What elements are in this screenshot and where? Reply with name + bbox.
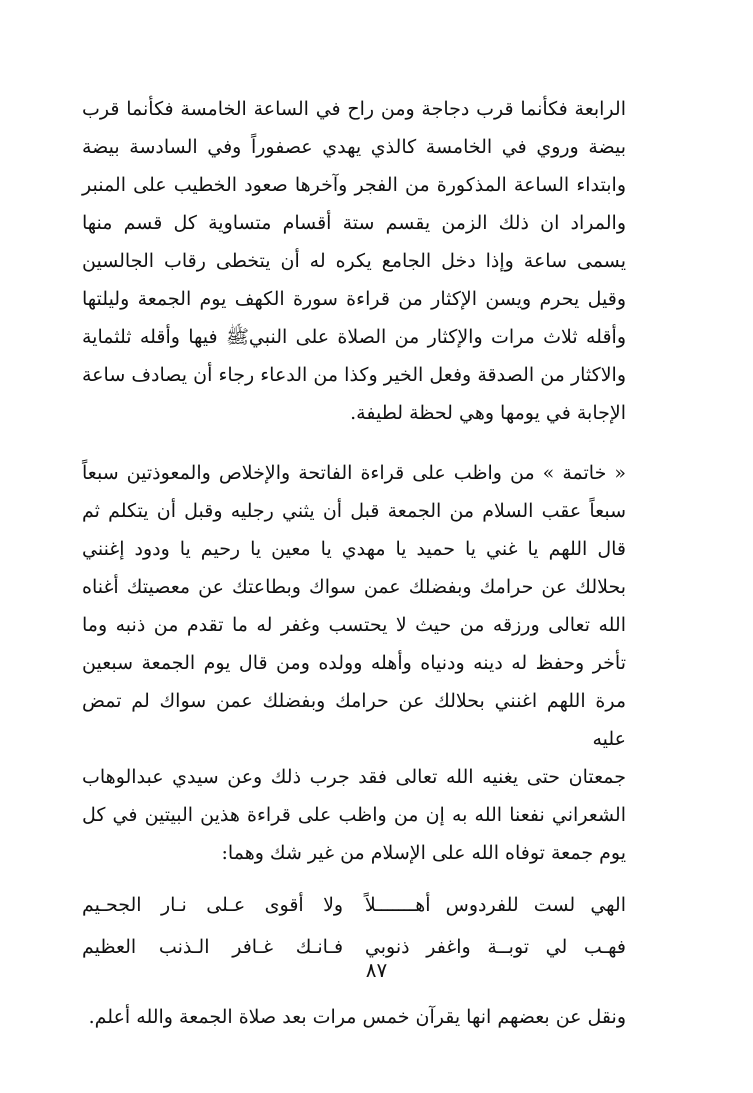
paragraph-closing: ونقل عن بعضهم انها يقرآن خمس مرات بعد صلاة الجمعة والله أعلم. (88, 1006, 626, 1028)
poem-verse-1 (82, 884, 626, 926)
poem-verses (82, 884, 626, 968)
page-number: ٨٧ (365, 958, 388, 982)
verse-2-second-hemistich: فـانـك غـافر الـذنب العظيم (82, 936, 344, 958)
book-page-body (82, 90, 626, 1036)
verse-2-first-hemistich: فهـب لي توبــة واغفر ذنوبي (364, 936, 626, 958)
paragraph-conclusion: « خاتمة » من واظب على قراءة الفاتحة والإخلاص والمعوذتين سبعاً سبعاً عقب السلام من الجمعة قبل أن يثني رجليه وقبل أن يتكلم ثم قال اللهم يا غني يا حميد يا مهدي يا معين يا رحيم يا ودود إغنني بحلالك عن حرامك وبفضلك عمن سواك وبطاعتك عن معصيتك أغناه الله تعالى ورزقه من حيث لا يحتسب وغفر له ما تقدم من ذنبه وما تأخر وحفظ له دينه ودنياه وأهله وولده ومن قال يوم الجمعة سبعين مرة اللهم اغنني بحلالك عن حرامك وبفضلك عمن سواك لم تمض عليه (82, 462, 626, 750)
verse-1-second-hemistich: ولا أقوى عـلى نـار الجحـيم (82, 894, 344, 916)
paragraph-shaarani: جمعتان حتى يغنيه الله تعالى فقد جرب ذلك وعن سيدي عبدالوهاب الشعراني نفعنا الله به إن من واظب على قراءة هذين البيتين في كل يوم جمعة توفاه الله على الإسلام من غير شك وهما: (82, 766, 626, 864)
verse-1-first-hemistich: الهي لست للفردوس أهـــــــلاً (364, 894, 626, 916)
paragraph-friday-hours: الرابعة فكأنما قرب دجاجة ومن راح في الساعة الخامسة فكأنما قرب بيضة وروي في الخامسة كالذي يهدي عصفوراً وفي السادسة بيضة وابتداء الساعة المذكورة من الفجر وآخرها صعود الخطيب على المنبر والمراد ان ذلك الزمن يقسم ستة أقسام متساوية كل قسم منها يسمى ساعة وإذا دخل الجامع يكره له أن يتخطى رقاب الجالسين وقيل يحرم ويسن الإكثار من قراءة سورة الكهف يوم الجمعة وليلتها وأقله ثلاث مرات والإكثار من الصلاة على النبيﷺ فيها وأقله ثلثماية والاكثار من الصدقة وفعل الخير وكذا من الدعاء رجاء أن يصادف ساعة الإجابة في يومها وهي لحظة لطيفة. (82, 98, 626, 424)
